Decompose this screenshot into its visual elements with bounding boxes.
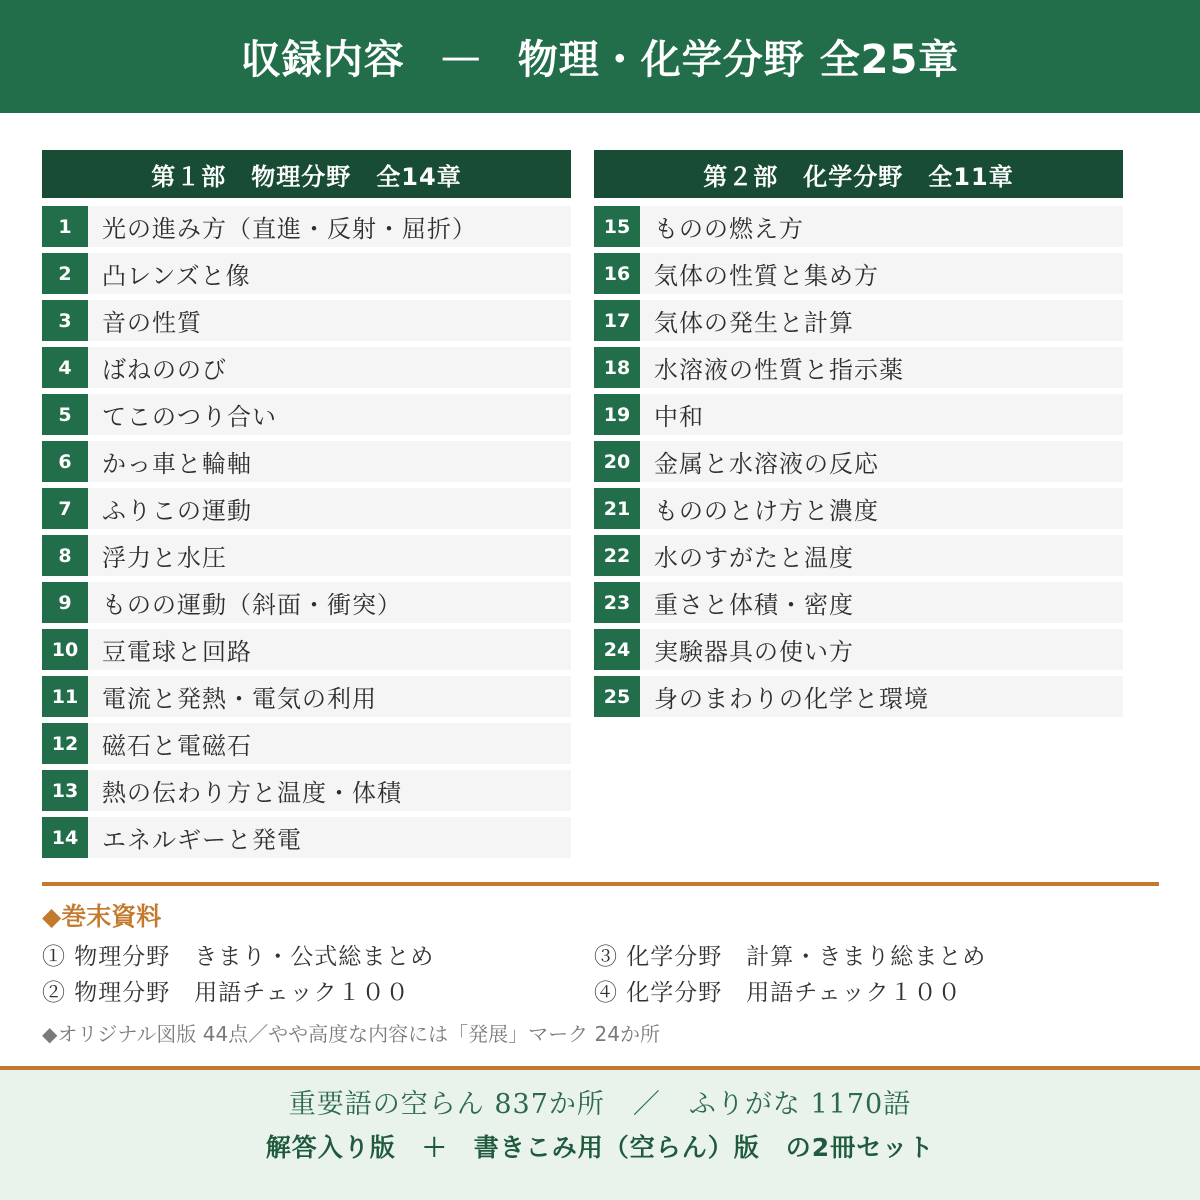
header-dash: —: [440, 33, 482, 80]
chapter-row: [42, 817, 571, 858]
section-divider: [42, 882, 1159, 886]
chapter-number: 6: [42, 441, 88, 482]
chapter-title: 中和: [654, 403, 704, 431]
chapter-number: 18: [594, 347, 640, 388]
chapter-row: [594, 206, 1123, 247]
chapter-row: [42, 206, 571, 247]
chapter-title: エネルギーと発電: [102, 826, 302, 854]
part2-column: [594, 150, 1123, 723]
chapter-row: [42, 770, 571, 811]
chapter-number: 7: [42, 488, 88, 529]
chapter-title: 熱の伝わり方と温度・体積: [102, 779, 402, 807]
chapter-number: 25: [594, 676, 640, 717]
chapter-title: 浮力と水圧: [102, 544, 227, 572]
chapter-title: かっ車と輪軸: [102, 450, 252, 478]
part2-heading: 第２部 化学分野 全11章: [594, 150, 1123, 198]
chapter-row: [594, 676, 1123, 717]
chapter-title: 磁石と電磁石: [102, 732, 252, 760]
chapter-row: [42, 441, 571, 482]
chapter-row: [594, 394, 1123, 435]
chapter-title: 気体の性質と集め方: [654, 262, 879, 290]
chapter-title: ものの燃え方: [654, 215, 804, 243]
chapter-number: 16: [594, 253, 640, 294]
chapter-row: [42, 582, 571, 623]
chapter-number: 21: [594, 488, 640, 529]
appendix-note: ◆オリジナル図版 44点／やや高度な内容には「発展」マーク 24か所: [42, 1022, 660, 1046]
chapter-number: 2: [42, 253, 88, 294]
part2-chapter-list: [594, 206, 1123, 717]
chapter-number: 20: [594, 441, 640, 482]
chapter-title: 実験器具の使い方: [654, 638, 854, 666]
chapter-row: [594, 441, 1123, 482]
chapter-title: 凸レンズと像: [102, 262, 251, 290]
chapter-row: [42, 535, 571, 576]
chapter-row: [42, 676, 571, 717]
chapter-number: 1: [42, 206, 88, 247]
chapter-title: 水溶液の性質と指示薬: [654, 356, 904, 384]
chapter-row: [594, 535, 1123, 576]
chapter-number: 3: [42, 300, 88, 341]
chapter-number: 12: [42, 723, 88, 764]
chapter-title: 水のすがたと温度: [654, 544, 854, 572]
chapter-number: 19: [594, 394, 640, 435]
chapter-number: 13: [42, 770, 88, 811]
chapter-row: [42, 723, 571, 764]
page-header: [0, 0, 1200, 113]
chapter-title: 豆電球と回路: [102, 638, 252, 666]
chapter-row: [594, 488, 1123, 529]
chapter-title: ばねののび: [102, 356, 227, 384]
appendix-item: ② 物理分野 用語チェック１００: [42, 980, 410, 1006]
chapter-number: 10: [42, 629, 88, 670]
chapter-row: [594, 582, 1123, 623]
chapter-title: 金属と水溶液の反応: [654, 450, 879, 478]
chapter-row: [42, 488, 571, 529]
header-title-left: 収録内容: [240, 37, 405, 83]
chapter-number: 24: [594, 629, 640, 670]
chapter-title: もののとけ方と濃度: [654, 497, 879, 525]
chapter-title: てこのつり合い: [102, 403, 277, 431]
chapter-number: 4: [42, 347, 88, 388]
appendix-item: ④ 化学分野 用語チェック１００: [594, 980, 962, 1006]
chapter-title: ものの運動（斜面・衝突）: [102, 591, 402, 619]
chapter-row: [42, 629, 571, 670]
appendix-item: ① 物理分野 きまり・公式総まとめ: [42, 944, 435, 970]
chapter-row: [42, 253, 571, 294]
part1-column: [42, 150, 571, 864]
part1-heading: 第１部 物理分野 全14章: [42, 150, 571, 198]
chapter-title: 重さと体積・密度: [654, 591, 854, 619]
footer-line-set: 解答入り版 ＋ 書きこみ用（空らん）版 の2冊セット: [265, 1133, 935, 1162]
chapter-number: 5: [42, 394, 88, 435]
chapter-number: 9: [42, 582, 88, 623]
chapter-row: [42, 394, 571, 435]
appendix-item: ③ 化学分野 計算・きまり総まとめ: [594, 944, 987, 970]
chapter-title: ふりこの運動: [102, 497, 252, 525]
chapter-number: 23: [594, 582, 640, 623]
chapter-row: [42, 347, 571, 388]
chapter-title: 音の性質: [102, 309, 202, 337]
chapter-title: 気体の発生と計算: [654, 309, 854, 337]
header-title-right: 物理・化学分野 全25章: [517, 37, 960, 83]
chapter-title: 身のまわりの化学と環境: [654, 685, 929, 713]
chapter-row: [594, 253, 1123, 294]
chapter-row: [42, 300, 571, 341]
chapter-number: 17: [594, 300, 640, 341]
chapter-row: [594, 300, 1123, 341]
chapter-row: [594, 347, 1123, 388]
chapter-title: 電流と発熱・電気の利用: [102, 685, 377, 713]
chapter-number: 15: [594, 206, 640, 247]
chapter-number: 22: [594, 535, 640, 576]
footer-line-stats: 重要語の空らん 837か所 ／ ふりがな 1170語: [288, 1089, 912, 1120]
chapter-number: 8: [42, 535, 88, 576]
chapter-title: 光の進み方（直進・反射・屈折）: [102, 215, 477, 243]
chapter-number: 14: [42, 817, 88, 858]
appendix-title: ◆巻末資料: [42, 902, 162, 931]
part1-chapter-list: [42, 206, 571, 858]
footer-banner: [0, 1070, 1200, 1200]
chapter-row: [594, 629, 1123, 670]
chapter-number: 11: [42, 676, 88, 717]
